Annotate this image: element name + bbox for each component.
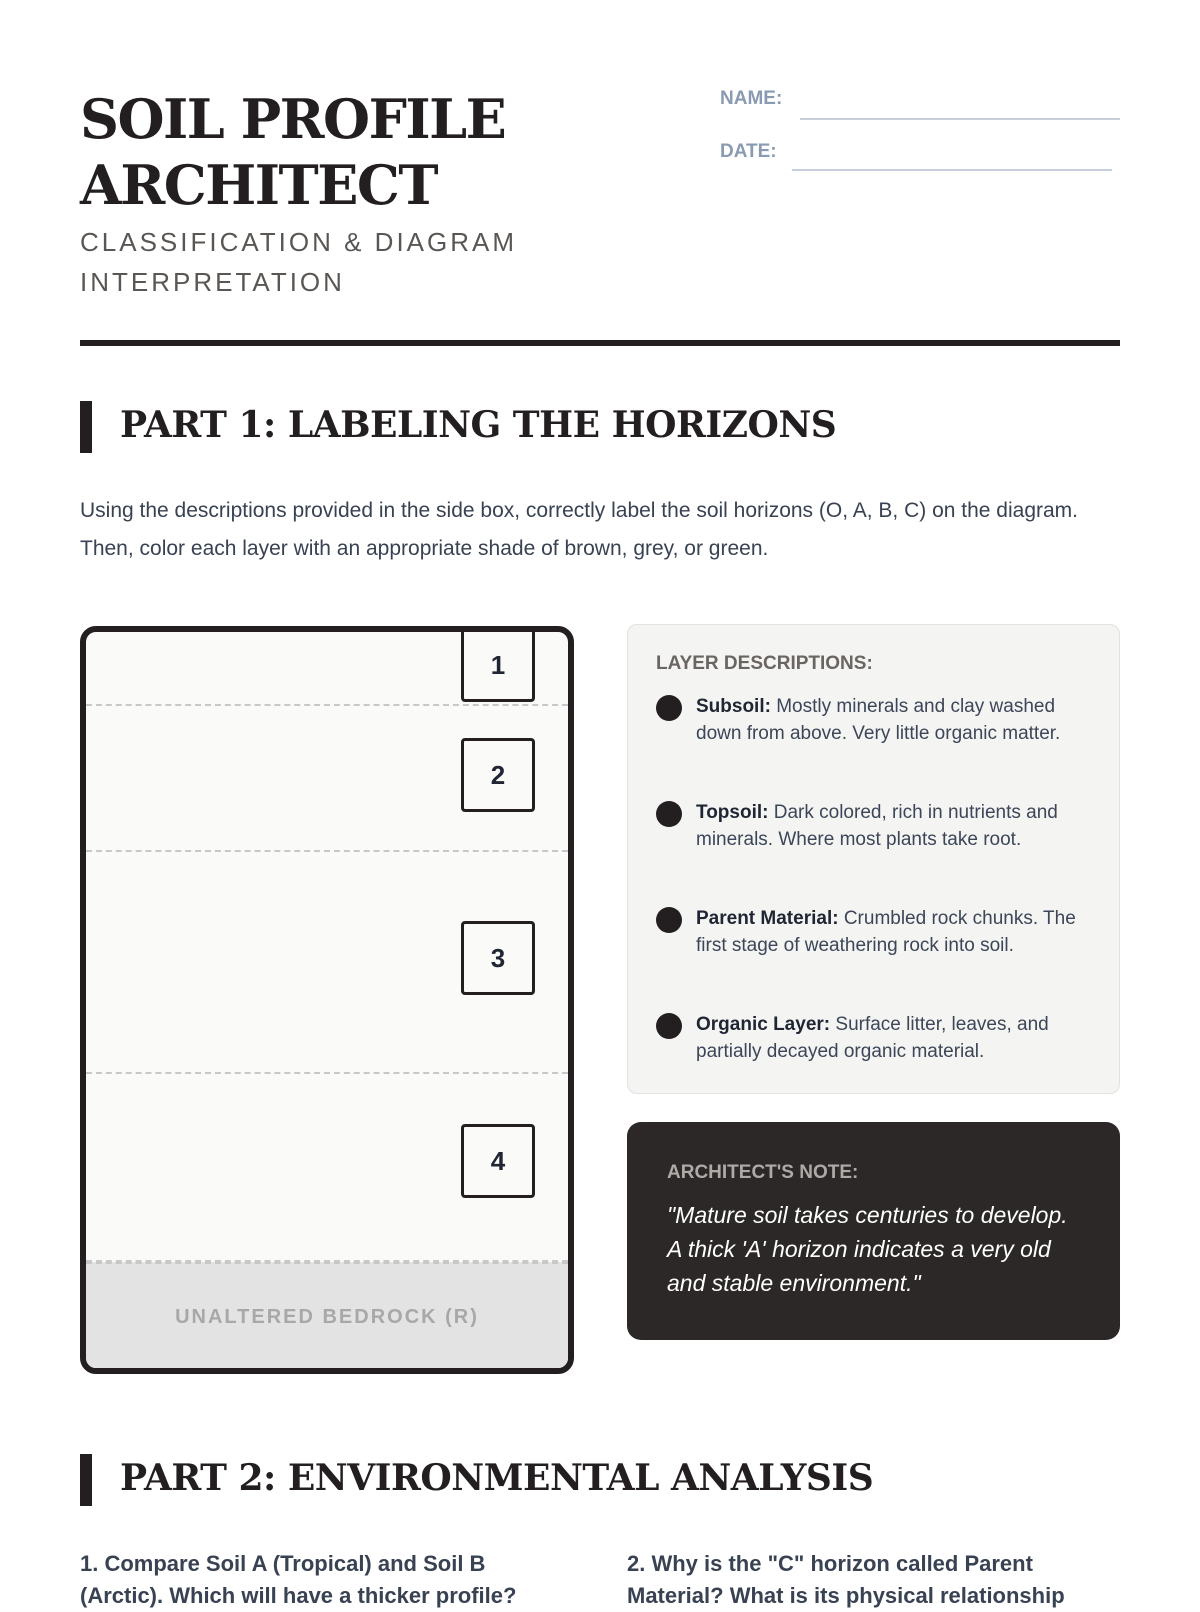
name-label: NAME: — [720, 88, 783, 109]
header-divider — [80, 340, 1120, 346]
question-2: 2. Why is the "C" horizon called Parent Material? What is its physical relationship — [627, 1551, 1065, 1608]
soil-profile-diagram — [80, 626, 574, 1374]
part2-title: PART 2: ENVIRONMENTAL ANALYSIS — [120, 1457, 874, 1499]
description-text — [696, 905, 1096, 959]
bullet-dot-icon — [656, 907, 682, 933]
question-1: 1. Compare Soil A (Tropical) and Soil B (Arctic). Which will have a thicker profile? — [80, 1551, 517, 1608]
section-marker — [80, 401, 92, 453]
description-text — [696, 1011, 1096, 1065]
layer-label-box-1[interactable]: 1 — [461, 628, 535, 702]
section-marker — [80, 1454, 92, 1506]
layer-label-box-3[interactable]: 3 — [461, 921, 535, 995]
part1-title: PART 1: LABELING THE HORIZONS — [120, 404, 837, 446]
descriptions-heading: LAYER DESCRIPTIONS: — [656, 653, 873, 674]
bullet-dot-icon — [656, 801, 682, 827]
layer-label-box-4[interactable]: 4 — [461, 1124, 535, 1198]
description-term: Parent Material: — [696, 908, 839, 929]
bullet-dot-icon — [656, 1013, 682, 1039]
bullet-dot-icon — [656, 695, 682, 721]
description-body: Crumbled rock chunks. The first stage of weathering rock into soil. — [696, 908, 1076, 956]
description-text — [696, 799, 1096, 853]
page-title: SOIL PROFILE ARCHITECT — [80, 87, 506, 217]
page-subtitle: CLASSIFICATION & DIAGRAM INTERPRETATION — [80, 227, 518, 297]
architects-note — [627, 1122, 1120, 1340]
name-field[interactable] — [800, 118, 1120, 120]
note-text: "Mature soil takes centuries to develop. A thick 'A' horizon indicates a very old and stable environment." — [667, 1202, 1068, 1296]
bedrock-label: UNALTERED BEDROCK (R) — [175, 1305, 479, 1328]
part1-instructions: Using the descriptions provided in the side box, correctly label the soil horizons (O, A, B, C) on the diagram. Then, color each layer with an appropriate shade of brown, grey, or green. — [80, 499, 1078, 560]
layer-label-box-2[interactable]: 2 — [461, 738, 535, 812]
note-heading: ARCHITECT'S NOTE: — [667, 1162, 859, 1183]
description-text — [696, 693, 1096, 747]
description-term: Topsoil: — [696, 802, 769, 823]
bedrock-layer — [86, 1262, 568, 1370]
description-body: Surface litter, leaves, and partially decayed organic material. — [696, 1014, 1049, 1062]
description-term: Organic Layer: — [696, 1014, 831, 1035]
date-field[interactable] — [792, 169, 1112, 171]
description-body: Mostly minerals and clay washed down from above. Very little organic matter. — [696, 696, 1061, 744]
description-term: Subsoil: — [696, 696, 771, 717]
description-body: Dark colored, rich in nutrients and minerals. Where most plants take root. — [696, 802, 1058, 850]
date-label: DATE: — [720, 141, 777, 162]
worksheet-page — [80, 0, 1120, 1608]
layer-descriptions-box — [627, 624, 1120, 1094]
